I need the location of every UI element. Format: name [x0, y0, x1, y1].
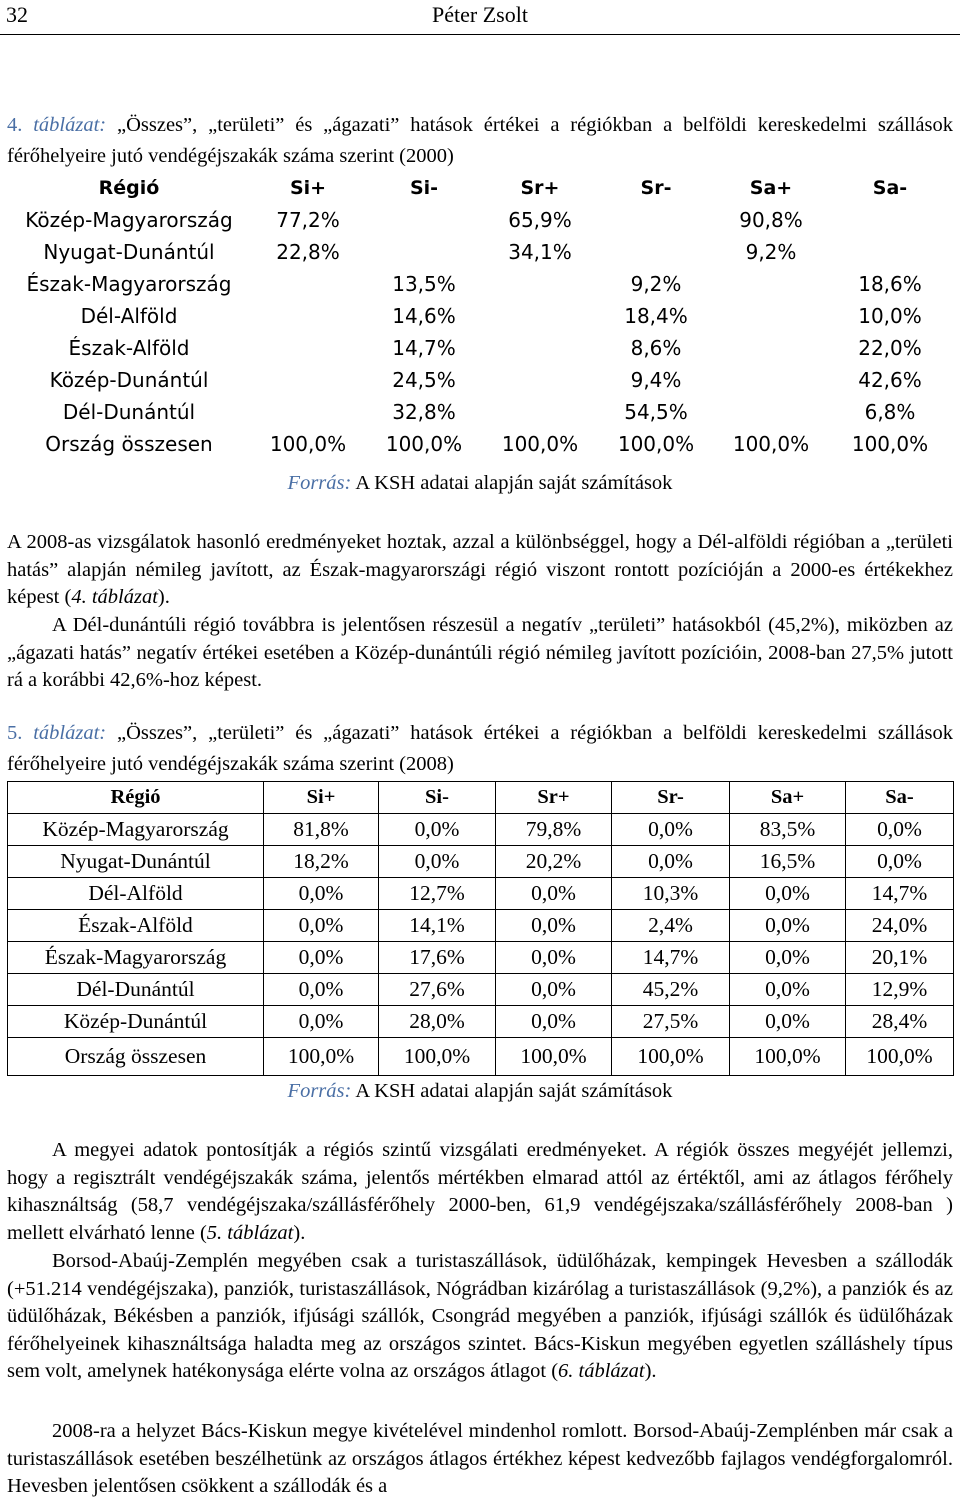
value-cell: [251, 396, 365, 428]
table-row: [8, 814, 954, 846]
column-header: Sr+: [496, 782, 612, 814]
value-cell: 100,0%: [732, 432, 810, 456]
table-reference: 6. táblázat: [558, 1360, 645, 1382]
value-cell: 42,6%: [858, 368, 922, 392]
table4-caption-number: 4.: [7, 114, 23, 136]
value-cell: 100,0%: [379, 1038, 496, 1076]
value-cell: [597, 236, 715, 268]
value-cell: 12,9%: [846, 974, 954, 1006]
value-cell: [483, 268, 597, 300]
table5-caption-text: „Összes”, „területi” és „ágazati” hatások értékei a régiókban a belföldi kereskedelmi szállások férőhelyeire jutó vendégéjszakák száma szerint (2008): [7, 722, 953, 775]
value-cell: 0,0%: [612, 814, 730, 846]
value-cell: [597, 204, 715, 236]
region-cell: Nyugat-Dunántúl: [8, 846, 264, 878]
table-row: [8, 910, 954, 942]
value-cell: 20,1%: [846, 942, 954, 974]
source-label: Forrás:: [287, 472, 352, 494]
source-text: A KSH adatai alapján saját számítások: [355, 472, 673, 494]
value-cell: 0,0%: [496, 942, 612, 974]
value-cell: [251, 364, 365, 396]
value-cell: 6,8%: [864, 400, 916, 424]
column-header: Régió: [98, 177, 160, 199]
paragraph-text: A megyei adatok pontosítják a régiós szintű vizsgálati eredményeket. A régiók összes megyéjét jellemzi, hogy a regisztrált vendégéjszakák száma, jelentős mértékben elmarad attól az értéktől, ami az átlagos férőhely kihasználtság (58,7 vendégéjszaka/szállásférőhely 2000-ben, 61,9 vendégéjszaka/szállásférőhely 2008-ban ) mellett elvárható lenne (: [7, 1139, 953, 1244]
value-cell: 14,6%: [392, 304, 456, 328]
column-header: Si+: [264, 782, 379, 814]
value-cell: 0,0%: [264, 878, 379, 910]
table-row: [7, 204, 953, 236]
paragraph-text: 2008-ra a helyzet Bács-Kiskun megye kivételével mindenhol romlott. Borsod-Abaúj-Zemplénben már csak a turistaszállások esetében beszélhetünk az országos átlagos értékhez képest kedvezőbb fajlagos vendégforgalomról. Hevesben jelentősen csökkent a szállodák és a: [7, 1420, 953, 1497]
region-cell: Dél-Dunántúl: [8, 974, 264, 1006]
paragraph: [7, 1418, 953, 1501]
region-cell: Dél-Alföld: [8, 878, 264, 910]
value-cell: [715, 396, 827, 428]
table-row: [7, 268, 953, 300]
table-header-row: [8, 782, 954, 814]
page-number: 32: [6, 2, 28, 27]
value-cell: 100,0%: [501, 432, 579, 456]
table5: [7, 781, 954, 1076]
value-cell: 34,1%: [508, 240, 572, 264]
value-cell: 24,0%: [846, 910, 954, 942]
value-cell: 8,6%: [630, 336, 682, 360]
value-cell: 18,2%: [264, 846, 379, 878]
region-cell: Nyugat-Dunántúl: [43, 240, 215, 264]
region-cell: Észak-Alföld: [68, 336, 190, 360]
value-cell: 14,7%: [846, 878, 954, 910]
value-cell: [715, 300, 827, 332]
table5-caption-label: táblázat:: [33, 722, 107, 744]
value-cell: [483, 300, 597, 332]
value-cell: [483, 396, 597, 428]
value-cell: 13,5%: [392, 272, 456, 296]
value-cell: 24,5%: [392, 368, 456, 392]
value-cell: [365, 236, 483, 268]
table4: [7, 172, 953, 460]
paragraph-text: ).: [293, 1221, 306, 1244]
running-title: Péter Zsolt: [432, 2, 528, 27]
value-cell: 0,0%: [264, 974, 379, 1006]
column-header: Sr-: [612, 782, 730, 814]
value-cell: 0,0%: [496, 974, 612, 1006]
value-cell: 14,7%: [392, 336, 456, 360]
table-reference: 5. táblázat: [206, 1221, 294, 1244]
region-cell: Ország összesen: [8, 1038, 264, 1076]
region-cell: Dél-Dunántúl: [62, 400, 196, 424]
paragraph-text: A Dél-dunántúli régió továbbra is jelentősen részesül a negatív „területi” hatásokból (45,2%), miközben az „ágazati hatás” negatív értékei esetében a Közép-dunántúli régió némileg javított pozícióin, 2008-ban 27,5% jutott rá a korábbi 42,6%-hoz képest.: [7, 614, 953, 691]
value-cell: [251, 268, 365, 300]
paragraph-text: A 2008-as vizsgálatok hasonló eredményeket hoztak, azzal a különbséggel, hogy a Dél-alföldi régióban a „területi hatás” alapján némileg javított, az Észak-magyarországi régió viszont rontott pozícióján a 2000-es értékekhez képest (: [7, 531, 953, 608]
region-cell: Észak-Magyarország: [8, 942, 264, 974]
column-header: Si-: [379, 782, 496, 814]
value-cell: 0,0%: [379, 846, 496, 878]
value-cell: 100,0%: [496, 1038, 612, 1076]
source-label: Forrás:: [287, 1080, 352, 1102]
column-header: Régió: [8, 782, 264, 814]
value-cell: 0,0%: [730, 942, 846, 974]
value-cell: 0,0%: [496, 878, 612, 910]
table4-caption-text: „Összes”, „területi” és „ágazati” hatások értékei a régiókban a belföldi kereskedelmi szállások férőhelyeire jutó vendégéjszakák száma szerint (2000): [7, 114, 953, 167]
value-cell: 0,0%: [846, 846, 954, 878]
value-cell: [483, 364, 597, 396]
table-row: [8, 974, 954, 1006]
column-header: Si-: [409, 177, 439, 199]
table4-caption: [7, 110, 953, 172]
value-cell: 0,0%: [264, 910, 379, 942]
value-cell: [251, 332, 365, 364]
table-row: [7, 396, 953, 428]
paragraph: [7, 1137, 953, 1247]
value-cell: 90,8%: [739, 208, 803, 232]
table-row: [8, 846, 954, 878]
value-cell: 100,0%: [617, 432, 695, 456]
value-cell: 0,0%: [264, 1006, 379, 1038]
value-cell: 79,8%: [496, 814, 612, 846]
value-cell: 100,0%: [612, 1038, 730, 1076]
value-cell: 0,0%: [730, 878, 846, 910]
value-cell: 65,9%: [508, 208, 572, 232]
value-cell: 9,2%: [745, 240, 797, 264]
value-cell: 54,5%: [624, 400, 688, 424]
value-cell: 9,2%: [630, 272, 682, 296]
region-cell: Észak-Alföld: [8, 910, 264, 942]
table4-caption-label: táblázat:: [33, 114, 107, 136]
value-cell: 22,0%: [858, 336, 922, 360]
value-cell: 0,0%: [379, 814, 496, 846]
value-cell: [715, 268, 827, 300]
value-cell: 27,6%: [379, 974, 496, 1006]
value-cell: 100,0%: [269, 432, 347, 456]
column-header: Sa-: [872, 177, 908, 199]
value-cell: [715, 364, 827, 396]
table-header-row: [7, 172, 953, 204]
value-cell: 100,0%: [264, 1038, 379, 1076]
paragraph: [7, 1248, 953, 1386]
column-header: Sr-: [640, 177, 672, 199]
table5-caption: [7, 718, 953, 780]
value-cell: 45,2%: [612, 974, 730, 1006]
value-cell: 16,5%: [730, 846, 846, 878]
table-row: [8, 878, 954, 910]
region-cell: Közép-Dunántúl: [8, 1006, 264, 1038]
column-header: Si+: [289, 177, 327, 199]
value-cell: 0,0%: [612, 846, 730, 878]
value-cell: 28,0%: [379, 1006, 496, 1038]
paragraph-text: ).: [157, 586, 170, 608]
table-row: [7, 428, 953, 460]
value-cell: [827, 204, 953, 236]
value-cell: 81,8%: [264, 814, 379, 846]
table-row: [8, 942, 954, 974]
value-cell: 0,0%: [730, 974, 846, 1006]
region-cell: Ország összesen: [45, 432, 213, 456]
table-row: [7, 364, 953, 396]
region-cell: Közép-Dunántúl: [49, 368, 209, 392]
value-cell: 100,0%: [851, 432, 929, 456]
value-cell: 12,7%: [379, 878, 496, 910]
region-cell: Észak-Magyarország: [26, 272, 232, 296]
value-cell: 17,6%: [379, 942, 496, 974]
value-cell: 28,4%: [846, 1006, 954, 1038]
value-cell: 14,1%: [379, 910, 496, 942]
value-cell: 100,0%: [385, 432, 463, 456]
value-cell: 0,0%: [264, 942, 379, 974]
page-header: [0, 0, 960, 35]
column-header: Sa-: [846, 782, 954, 814]
value-cell: 0,0%: [730, 910, 846, 942]
table-row: [8, 1038, 954, 1076]
value-cell: [251, 300, 365, 332]
paragraph-text: ).: [644, 1360, 657, 1382]
table5-caption-number: 5.: [7, 722, 23, 744]
paragraph-text: Borsod-Abaúj-Zemplén megyében csak a turistaszállások, üdülőházak, kempingek Hevesben a szállodák (+51.214 vendégéjszaka), panziók, turistaszállások, Nógrádban kizárólag a turistaszállások (9,2%), a panziók és az üdülőházak, Békésben a panziók, ifjúsági szállók, Csongrád megyében a panziók, ifjúsági szállók és üdülőházak férőhelyeinek kihasználtsága haladta meg az országos szintet. Bács-Kiskun megyében egyetlen szálláshely típus sem volt, amelynek hatékonysága elérte volna az országos átlagot (: [7, 1250, 953, 1382]
table-row: [7, 332, 953, 364]
region-cell: Közép-Magyarország: [8, 814, 264, 846]
value-cell: 0,0%: [730, 1006, 846, 1038]
value-cell: 14,7%: [612, 942, 730, 974]
value-cell: 22,8%: [276, 240, 340, 264]
value-cell: [827, 236, 953, 268]
value-cell: 0,0%: [496, 910, 612, 942]
paragraph: [7, 612, 953, 695]
value-cell: [715, 332, 827, 364]
value-cell: 0,0%: [846, 814, 954, 846]
region-cell: Dél-Alföld: [80, 304, 178, 328]
column-header: Sr+: [520, 177, 560, 199]
value-cell: 18,4%: [624, 304, 688, 328]
table-row: [8, 1006, 954, 1038]
table-row: [7, 300, 953, 332]
value-cell: 9,4%: [630, 368, 682, 392]
table4-source: [0, 472, 960, 495]
value-cell: 10,3%: [612, 878, 730, 910]
paragraph: [7, 529, 953, 612]
value-cell: 0,0%: [496, 1006, 612, 1038]
value-cell: 27,5%: [612, 1006, 730, 1038]
table5-source: [0, 1080, 960, 1103]
table-row: [7, 236, 953, 268]
value-cell: 2,4%: [612, 910, 730, 942]
column-header: Sa+: [730, 782, 846, 814]
value-cell: 20,2%: [496, 846, 612, 878]
value-cell: 100,0%: [846, 1038, 954, 1076]
value-cell: [365, 204, 483, 236]
region-cell: Közép-Magyarország: [25, 208, 233, 232]
table-reference: 4. táblázat: [71, 586, 158, 608]
value-cell: [483, 332, 597, 364]
value-cell: 32,8%: [392, 400, 456, 424]
value-cell: 10,0%: [858, 304, 922, 328]
source-text: A KSH adatai alapján saját számítások: [355, 1080, 673, 1102]
value-cell: 100,0%: [730, 1038, 846, 1076]
value-cell: 18,6%: [858, 272, 922, 296]
column-header: Sa+: [749, 177, 793, 199]
value-cell: 77,2%: [276, 208, 340, 232]
value-cell: 83,5%: [730, 814, 846, 846]
